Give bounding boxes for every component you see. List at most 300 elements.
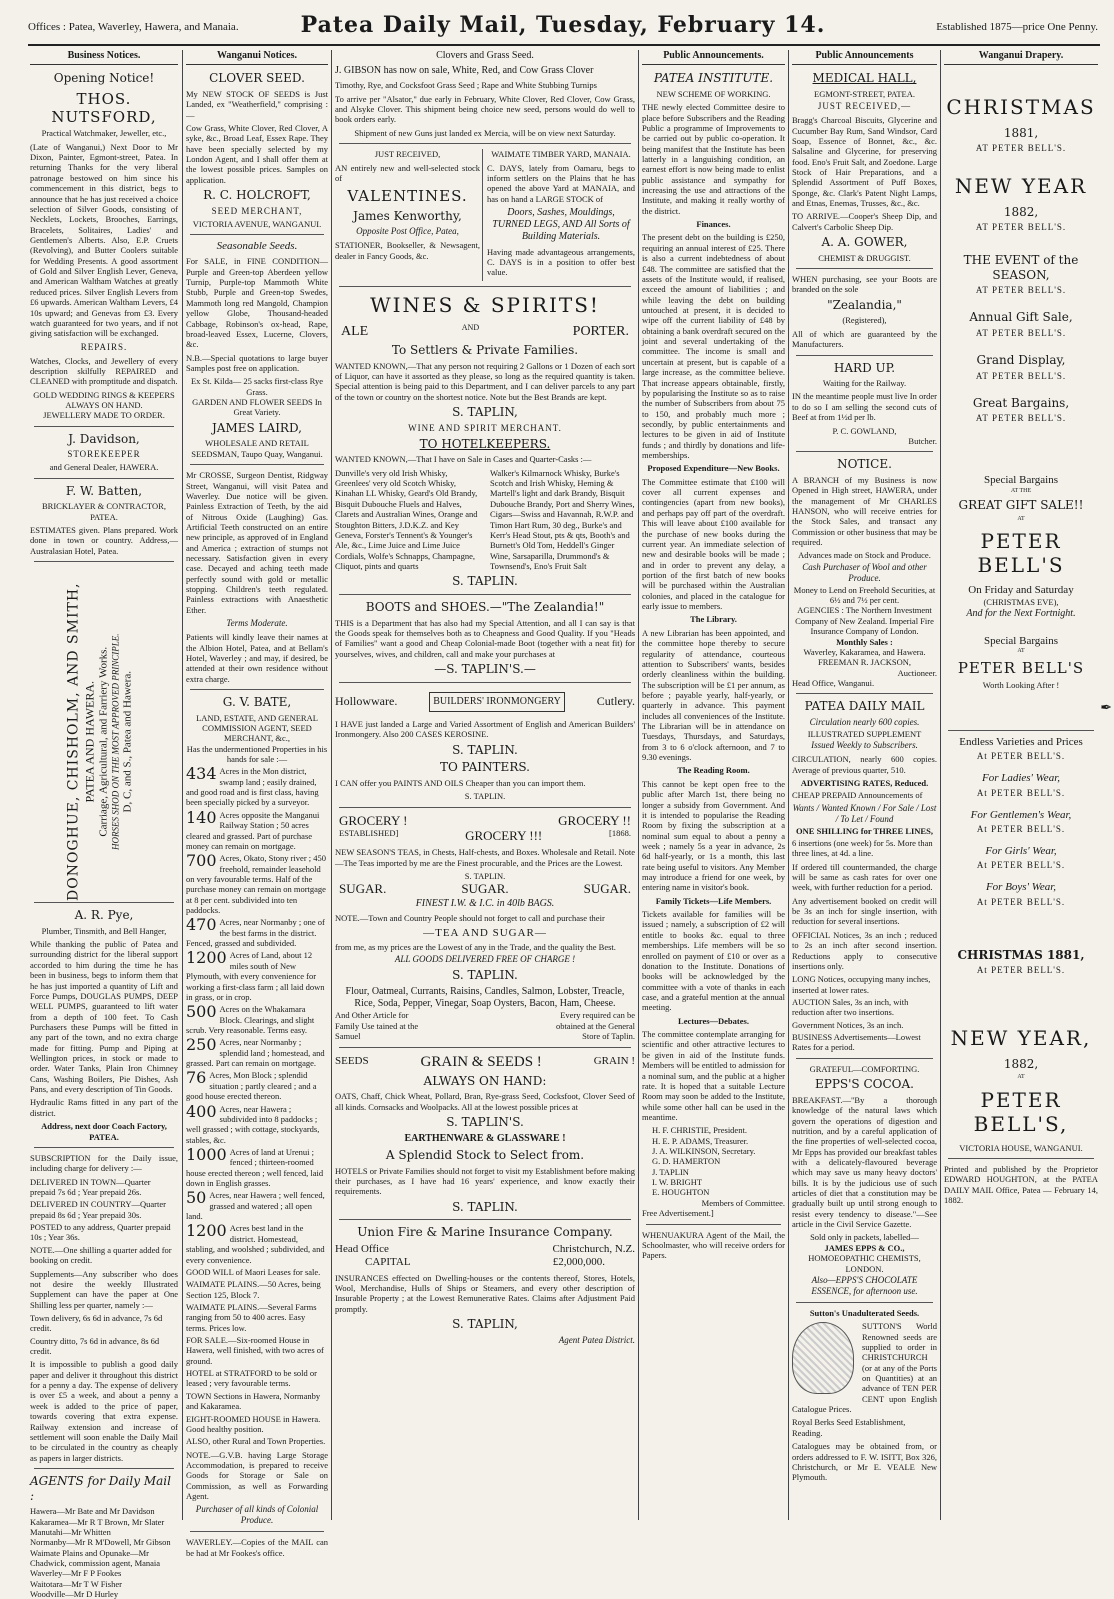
- victoria-house: VICTORIA HOUSE, WANGANUI.: [959, 1142, 1083, 1153]
- column-header: Public Announcements.: [642, 50, 785, 65]
- advances: Advances made on Stock and Produce.: [798, 550, 931, 561]
- officer: G. D. HAMERTON: [652, 1156, 721, 1167]
- circulation: Circulation nearly 600 copies.: [809, 716, 920, 727]
- pye-name: A. R. Pye,: [74, 908, 134, 923]
- repairs-heading: REPAIRS.: [80, 341, 128, 352]
- delivered-free: ALL GOODS DELIVERED FREE OF CHARGE !: [394, 954, 576, 965]
- divider: [190, 1531, 324, 1532]
- whisky-left: Dunville's very old Irish Whisky, Greenlees' very old Scotch Whisky, Kinahan LL Whisky, Geard's Old Brandy, Bisquit Dubouche Fluels and Halves, Clarets and Australian Wines, Orange and Stoughton Bitters, J.D.K.Z. and Key Geneva, Forster's Tennent's & Younger's Ale, &c., Lime Juice and Lime Juice Cordials, Wolfe's Schnapps, Champagne, Cliquot, pints and quarts: [335, 467, 478, 571]
- seeds-word: SEEDS: [335, 1054, 369, 1067]
- grocery-2: GROCERY !!: [558, 812, 631, 828]
- business-ads: BUSINESS Advertisements—Lowest Rates for a period.: [792, 1032, 921, 1053]
- divider: [948, 730, 1094, 731]
- property-acres: 500: [186, 1002, 217, 1022]
- hard-up: HARD UP.: [833, 360, 896, 375]
- insurances-body: INSURANCES effected on Dwelling-houses or the contents thereof, Stores, Hotels, Wool, Merchandise, Hulls of Ships or Steamers, and every other description of Insurable Property ; at the Lowest Remunerative Rates. Claims after Adjustment Paid promptly.: [335, 1272, 635, 1314]
- grateful: GRATEFUL—COMFORTING.: [809, 1063, 920, 1074]
- divider: [948, 1158, 1094, 1159]
- holcroft-trade: SEED MERCHANT,: [211, 205, 303, 216]
- capital-amount: £2,000,000.: [552, 1256, 605, 1269]
- finances-body: The present debt on the building is £250, requiring an annual interest of £25. There is also a current indebtedness of about £48. The committee are satisfied that the assets of the Institute would, if realised, exceed the amount of liabilities ; and while leaving the debt on building untouched at present, it is decided to wipe off the current liability of £48 by obtaining a bank overdraft secured on the joint and several undertaking of the committee. The income is small and uncertain at present, but is capable of a large increase, as the committee believe. That increase appears obtainable, firstly, by popularising the Institute so as to raise the number of Subscribers from about 75 to 150, and probably much more ; secondly, by public entertainments and lectures to be given in aid of Institute funds ; and thirdly by donations and life-memberships.: [642, 232, 785, 461]
- zealandia: "Zealandia,": [827, 297, 902, 312]
- town-sections: TOWN Sections in Hawera, Normanby and Kakaramea.: [186, 1390, 321, 1412]
- nutsford-body: (Late of Wanganui,) Next Door to Mr Dixon, Painter, Egmont-street, Patea. In returning Thanks for the very liberal patronage bestowed on him since his commencement in this district, begs to announce that he has just received a choice selection of Silver Goods, consisting of Necklets, Lockets, Brooches, Earrings, Bracelets, Solitaires, Ladies' and Gentlemen's Alberts. Also, E.P. Cruets (Revolving), and Butter Coolers suitable for Wedding Presents. A good assortment of Gold and Silver English Lever, Geneva, and American Waltham Watches at greatly reduced prices. Silver English Levers from £6 upwards. American Waltham Levers, £4 10s upward; and Genevas from £3. Every watch guaranteed for two years, and if not giving satisfaction will be exchanged.: [30, 141, 178, 339]
- advertising-rates: ADVERTISING RATES, Reduced.: [800, 777, 929, 788]
- peter-bells-2: PETER BELL'S,: [973, 1087, 1069, 1137]
- builders-ironmongery: BUILDERS' IRONMONGERY: [429, 692, 565, 712]
- new-year: NEW YEAR: [954, 174, 1088, 199]
- established: ESTABLISHED]: [339, 828, 399, 839]
- column-patea-institute: [642, 50, 785, 1520]
- cheap-prepaid: CHEAP PREPAID Announcements of: [792, 790, 923, 801]
- opening-notice: Opening Notice!: [53, 71, 155, 86]
- ladies-wear: For Ladies' Wear,: [981, 772, 1061, 785]
- royal-crest-icon: [792, 1322, 854, 1394]
- divider: [796, 355, 933, 356]
- masthead: [28, 12, 1098, 42]
- property-acres: 250: [186, 1035, 217, 1055]
- column-header: Wanganui Drapery.: [944, 50, 1098, 65]
- divider: [339, 143, 631, 144]
- ironmongery-row: [335, 688, 635, 716]
- library-body: A new Librarian has been appointed, and the committee hope thereby to secure regularity of attendance, courteous attention to Subscribers' wants, besides orderly cleanliness within the building. The subscription will be £1 per annum, as before ; payable yearly, half-yearly, or quarterly in advance. This payment includes all conveniences of the Institute. The Librarian will be in attendance on Tuesdays, Thursdays, and Saturdays, from 3 to 6 o'clock afternoon, and 7 to 9.30 evenings.: [642, 627, 785, 763]
- days-body: C. DAYS, lately from Oamaru, begs to inform settlers on the Plains that he has opened the above Yard at MANAIA, and has on hand a LARGE STOCK of: [487, 162, 635, 204]
- divider: [339, 594, 631, 595]
- bate-body: Has the undermentioned Properties in his hands for sale :—: [186, 743, 328, 764]
- proposed-body: The Committee estimate that £100 will cover all current expenses and contingencies (apart from new books), and perhaps pay off part of the overdraft. This will leave about £100 available for the purchase of new books during the current year. An immediate selection of new and desirable books will be made ; and in order to prevent any delay, a portion of the first batch of new books will be purchased within the Australian colonies, and placed in the catalogue for early issue to members.: [642, 476, 785, 612]
- property-acres: 700: [186, 851, 217, 871]
- clover-heading: CLOVER SEED.: [209, 71, 305, 86]
- property-item: [186, 807, 328, 851]
- at-peter-bells: AT PETER BELL'S.: [975, 328, 1067, 338]
- ale: ALE: [341, 324, 369, 339]
- auctioneer: Auctioneer.: [897, 667, 937, 678]
- head-office-row: [335, 1243, 635, 1256]
- stationer: STATIONER, Bookseller, & Newsagent, dealer in Fancy Goods, &c.: [335, 240, 480, 261]
- established-line: Established 1875—price One Penny.: [936, 21, 1098, 33]
- valentines-waimate-row: [335, 149, 635, 280]
- for-sale-house: FOR SALE.—Six-roomed House in Hawera, well finished, with two acres of ground.: [186, 1335, 324, 1366]
- waiting-railway: Waiting for the Railway.: [822, 378, 907, 389]
- property-item: [186, 1070, 328, 1101]
- batten-name: F. W. Batten,: [65, 483, 143, 498]
- property-item: [186, 1223, 328, 1264]
- proposed-heading: Proposed Expenditure—New Books.: [647, 463, 780, 474]
- crosse-patients: Patients will kindly leave their names at the Albion Hotel, Patea, and at Bellam's Hotel, Waverley ; and may, if desired, be attended at their own residence without extra charge.: [186, 632, 328, 684]
- waverley-copies: WAVERLEY.—Copies of the MAIL can be had at Mr Fookes's office.: [186, 1537, 328, 1558]
- clovers-heading: Clovers and Grass Seed.: [436, 50, 534, 61]
- divider: [339, 1047, 631, 1048]
- union-insurance: Union Fire & Marine Insurance Company.: [357, 1225, 613, 1240]
- year-1881: 1881,: [1003, 125, 1039, 140]
- column-wanganui-drapery: [944, 50, 1098, 1520]
- divider: [796, 1058, 933, 1059]
- hotel-stratford: HOTEL at STRATFORD to be sold or leased ; very favourable terms.: [186, 1368, 317, 1389]
- gower-name: A. A. GOWER,: [821, 235, 908, 250]
- agent-line: Manutahi—Mr Whitten: [30, 1526, 111, 1537]
- gibson-list: Timothy, Rye, and Cocksfoot Grass Seed ; Rape and White Stubbing Turnips: [335, 80, 597, 91]
- royal-berks: Royal Berks Seed Establishment, Reading.: [792, 1417, 906, 1438]
- sugar-1: SUGAR.: [339, 881, 387, 897]
- property-acres: 1200: [186, 1221, 227, 1241]
- terms-moderate: Terms Moderate.: [226, 618, 288, 629]
- at-word: AT: [1017, 1074, 1025, 1081]
- divider: [339, 286, 631, 287]
- bate-name: G. V. BATE,: [222, 694, 292, 709]
- property-item: [186, 1004, 328, 1035]
- taplin-name: S. TAPLIN,: [452, 405, 518, 420]
- hotels-body: HOTELS or Private Families should not forget to visit my Establishment before making their purchases, as I have had 16 years' experience, and know exactly their requirements.: [335, 1165, 635, 1197]
- head-office: Head Office: [335, 1242, 389, 1255]
- town-country-note: NOTE.—Town and Country People should not forget to call and purchase their: [335, 913, 605, 924]
- library-heading: The Library.: [690, 614, 737, 625]
- long-notices: LONG Notices, occupying many inches, inserted at lower rates.: [792, 974, 931, 995]
- taplin-sign: S. TAPLIN.: [452, 742, 518, 757]
- gower-trade: CHEMIST & DRUGGIST.: [818, 252, 911, 263]
- agent-line: Waverley—Mr F P Fookes: [30, 1568, 122, 1579]
- property-desc: Acres of Land, about 12 miles south of New Plymouth, with every convenience for working a first-class farm ; all laid down in grass, or in crop.: [186, 950, 325, 1002]
- capital-label: CAPITAL: [365, 1256, 411, 1269]
- offices-line: Offices : Patea, Waverley, Hawera, and Manaia.: [28, 21, 239, 33]
- divider: [796, 451, 933, 452]
- property-item: [186, 1190, 328, 1221]
- tea-and-sugar: —TEA AND SUGAR—: [423, 926, 547, 939]
- friday-saturday: On Friday and Saturday: [968, 583, 1074, 596]
- town-delivery: Town delivery, 6s 6d in advance, 7s 6d credit.: [30, 1312, 163, 1334]
- just-received: JUST RECEIVED,: [374, 149, 441, 160]
- laird-sub: WHOLESALE AND RETAIL SEEDSMAN, Taupo Quay, Wanganui.: [191, 438, 323, 459]
- grand-display: Grand Display,: [976, 352, 1066, 367]
- davidson-sub: and General Dealer, HAWERA.: [49, 462, 159, 473]
- christmas: CHRISTMAS: [946, 95, 1096, 120]
- officer: I. W. BRIGHT: [652, 1177, 703, 1188]
- at-peter-bells: At PETER BELL'S.: [976, 860, 1066, 871]
- jewellery-order: JEWELLERY MADE TO ORDER.: [43, 410, 165, 421]
- taplin-sign: S. TAPLIN.: [452, 574, 518, 589]
- property-acres: 50: [186, 1188, 207, 1208]
- wedding-rings: GOLD WEDDING RINGS & KEEPERS ALWAYS ON HAND.: [33, 389, 175, 410]
- column-header: Public Announcements: [792, 50, 937, 65]
- boots-body: THIS is a Department that has also had my Special Attention, and all I can say is that the Goods speak for themselves both as to Cheapness and Good Quality. If you "Heads of Families" want a good and Cheap Colonial-made Boot (together with a neat fit) for yourselves, wives, and children, call and make your purchases at: [335, 617, 635, 659]
- grocery-row: [335, 813, 635, 829]
- agent-line: Woodville—Mr D Hurley: [30, 1589, 119, 1599]
- suttons-heading: Sutton's Unadulterated Seeds.: [809, 1307, 920, 1318]
- scheme-heading: NEW SCHEME OF WORKING.: [656, 88, 771, 99]
- property-desc: Acres, near Hawera ; well fenced, grassed and watered ; all open land.: [186, 1190, 325, 1222]
- family-heading: Family Tickets—Life Members.: [655, 895, 772, 906]
- year-1868: [1868.: [609, 828, 631, 839]
- property-item: [186, 917, 328, 948]
- supplements: Supplements—Any subscriber who does not desire the weekly Illustrated Supplement can have the paper at One Shilling less per quarter, namely :—: [30, 1268, 178, 1310]
- butcher: Butcher.: [908, 435, 937, 446]
- officer: H. F. CHRISTIE, President.: [652, 1125, 747, 1136]
- agent-line: Waimate Plains and Opunake—Mr Chadwick, commission agent, Manaia: [30, 1547, 161, 1569]
- and: AND: [461, 323, 480, 332]
- taplin-sign: S. TAPLIN.: [452, 968, 518, 983]
- property-desc: Acres, Okato, Stony river ; 450 freehold, remainder leasehold on very favourable terms. Half of the purchase money can remain on mortgage at 8 per cent. subdivided into ten paddocks.: [186, 853, 327, 916]
- at-peter-bells: At PETER BELL'S.: [976, 896, 1066, 907]
- garden-seeds: GARDEN AND FLOWER SEEDS In Great Variety.: [192, 397, 322, 418]
- meantime-body: IN the meantime people must live In order to do so I am selling the second cuts of Beef at from 1½d per lb.: [792, 391, 937, 423]
- grocery-3: GROCERY !!!: [465, 828, 543, 844]
- divider: [34, 426, 174, 427]
- guaranteed: All of which are guaranteed by the Manufacturers.: [792, 328, 937, 350]
- agent-patea: Agent Patea District.: [558, 1334, 635, 1345]
- also-epps: Also—EPPS'S CHOCOLATE ESSENCE, for afternoon use.: [811, 1274, 918, 1296]
- purchaser: Purchaser of all kinds of Colonial Produce.: [195, 1504, 319, 1526]
- monthly-sales: Monthly Sales :: [836, 636, 893, 647]
- donoghue-rotated-ad: [30, 567, 178, 902]
- scheme-body: THE newly elected Committee desire to place before Subscribers and the Reading Public a programme of Improvements to be carried out by public co-operation. It being manifest that the Institute has been latterly in a languishing condition, an earnest effort is now being made to enlist public assistance and sympathy for increasing the use and attractions of the Institute, and making it really worthy of the district.: [642, 102, 785, 216]
- agents-heading: AGENTS for Daily Mail :: [30, 1473, 171, 1503]
- property-acres: 140: [186, 807, 217, 827]
- lectures-body: The committee contemplate arranging for scientific and other attractive lectures to be given in aid of the Institute funds. Members will be entitled to admission for a nominal sum, and the public at a higher rate. It is hoped that a suitable Lecture Room may soon be added to the Institute, while some other hall can be used in the meantime.: [642, 1029, 785, 1122]
- donoghue-sign: D, C, and S., Patea and Hawera.: [121, 671, 134, 813]
- lectures-heading: Lectures—Debates.: [678, 1015, 749, 1026]
- cash-purchaser: Cash Purchaser of Wool and other Produce.: [802, 561, 927, 583]
- official-notices: OFFICIAL Notices, 3s an inch ; reduced to 2s an inch after second insertion. Reductions apply to consecutive insertions only.: [792, 929, 937, 971]
- epps-body: BREAKFAST.—"By a thorough knowledge of the natural laws which govern the operations of digestion and nutrition, and by a careful application of the fine properties of well-selected cocoa, Mr Epps has provided our breakfast tables with a delicately-flavoured beverage which may save us many heavy doctors' bills. It is by the judicious use of such articles of diet that a constitution may be gradually built up until strong enough to resist every tendency to disease."—See article in the Civil Service Gazette.: [792, 1094, 937, 1230]
- divider: [339, 682, 631, 683]
- suttons-body: SUTTON'S World Renowned seeds are supplied to order in CHRISTCHURCH (or at any of the Ports on Quantities) at an advance of TEN PER CENT upon English Catalogue Prices.: [792, 1321, 937, 1415]
- ale-porter: [335, 323, 635, 340]
- agent-line: Normanby—Mr R M'Dowell, Mr Gibson: [30, 1537, 171, 1548]
- clover-list: Cow Grass, White Clover, Red Clover, A syke, &c., Broad Leaf, Essex Rape. They have been specially selected by my London Agent, and I shall offer them at the lowest possible prices. Samples on application.: [186, 122, 328, 185]
- at-peter-bells: AT PETER BELL'S.: [975, 222, 1067, 233]
- gibson-notice: J. GIBSON has now on sale, White, Red, and Cow Grass Clover: [335, 65, 594, 77]
- at-peter-bells: At PETER BELL'S.: [976, 787, 1066, 798]
- property-desc: Acres of land at Urenui ; fenced ; thirteen-roomed house erected thereon ; well fenced, laid down in English grasses.: [186, 1146, 324, 1189]
- divider: [796, 1302, 933, 1303]
- notice-heading: NOTICE.: [837, 457, 892, 472]
- officer: J. A. WILKINSON, Secretary.: [652, 1146, 756, 1157]
- taplin-sign: S. TAPLIN.: [452, 1199, 518, 1214]
- property-acres: 1000: [186, 1144, 227, 1164]
- pye-body: While thanking the public of Patea and surrounding district for the liberal support accorded to him during the time he has been in business, begs to inform them that he has just imported a quantity of Lift and Force Pumps, DOUGLAS PUMPS, DEEP WELL PUMPS, guaranteed to lift water from a depth of 100 feet. To Cash Purchasers these Pumps will be fitted in any part of the town, and no extra charge made for fitting. Pump and Piping at Wellington prices, in stock or made to order. Water Tanks, Plain Iron Chimney Cans, Washing Boilers, Pie Dishes, Ash Pans, and every description of Tin Goods.: [30, 939, 178, 1095]
- taplin-agent: S. TAPLIN,: [452, 1317, 518, 1332]
- posted-rate: POSTED to any address, Quarter prepaid 10s ; Year 36s.: [30, 1222, 171, 1243]
- column-rule: [788, 50, 789, 1520]
- at-word: AT: [1017, 515, 1025, 522]
- taplin-wine-merchant: WINE AND SPIRIT MERCHANT.: [408, 422, 562, 433]
- earthenware: EARTHENWARE & GLASSWARE !: [404, 1132, 566, 1144]
- column-rule: [940, 50, 941, 1520]
- eight-roomed: EIGHT-ROOMED HOUSE in Hawera. Good healthy position.: [186, 1413, 321, 1434]
- taplins-sign: S. TAPLIN'S.: [446, 1115, 524, 1130]
- impossible-note: It is impossible to publish a good daily paper and deliver it throughout this district for a penny a day. The expense of delivery is over £5 a week, and about a penny a week is added to the price of paper, towards covering that extra expense. Railway extension and increase of settlement will soon enable the Daily Mail to be circulated in the country as cheaply as papers in larger districts.: [30, 1359, 178, 1463]
- property-item: [186, 1101, 328, 1145]
- ex-st-kilda: Ex St. Kilda— 25 sacks first-class Rye Grass.: [190, 376, 324, 397]
- davidson-name: J. Davidson,: [68, 431, 140, 446]
- property-desc: Acres, near Normanby ; splendid land ; homestead, and grassed. Part can remain on mortgage.: [186, 1037, 325, 1069]
- family-body: Tickets available for families will be issued ; namely, a subscription of £2 will entitle to books &c. equal to three memberships. Life members will be so enrolled on payment of £10 or over as a donation to the Institute. Donations of books will be acknowledged by the committee with a vote of thanks in each case, and a grateful mention at the annual meeting.: [642, 909, 785, 1013]
- whisky-right: Walker's Kilmarnock Whisky, Burke's Scotch and Irish Whisky, Heming & Martell's light and dark Brandy, Bisquit Dubouche Brandy, Port and Sherry Wines, Cigars—Swiss and Havannah, R.W.P. and Timon Hart Rum, 30 deg., Burke's and Kerr's Head Stout, pts & qts, Booth's and Burnett's Old Tom, Heddell's Ginger Wine, Sarsaparilla, Drummond's & Townsend's, Eno's Fruit Salt: [490, 467, 635, 571]
- sugar-2: SUGAR.: [461, 881, 509, 897]
- delivered-country: DELIVERED IN COUNTRY—Quarter prepaid 8s 6d ; Year prepaid 30s.: [30, 1199, 166, 1220]
- donoghue-title: DONOGHUE, CHISHOLM, AND SMITH,: [65, 582, 82, 902]
- property-item: [186, 766, 328, 807]
- year-1882-2: 1882,: [1003, 1056, 1039, 1071]
- property-item: [186, 1037, 328, 1068]
- great-gift-sale: GREAT GIFT SALE!!: [958, 497, 1084, 512]
- nutsford-name: THOS. NUTSFORD,: [51, 89, 157, 127]
- margin-mark: ✒: [1100, 700, 1112, 716]
- officer: J. TAPLIN: [652, 1166, 689, 1177]
- wants-list: Wants / Wanted Known / For Sale / Lost / To Let / Found: [792, 802, 937, 824]
- teas-body: NEW SEASON'S TEAS, in Chests, Half-chests, and Boxes. Wholesale and Retail. Note—The Teas imported by me are the Finest procurable, and the Prices are the Lowest.: [335, 847, 635, 868]
- doors-sashes: Doors, Sashes, Mouldings, TURNED LEGS, AND All Sorts of Building Materials.: [492, 206, 630, 243]
- property-acres: 434: [186, 764, 217, 784]
- finest-bags: FINEST I.W. & I.C. in 40lb BAGS.: [415, 898, 555, 910]
- property-acres: 400: [186, 1101, 217, 1121]
- property-list: [186, 766, 328, 1265]
- sold-only: Sold only in packets, labelled—: [810, 1232, 919, 1243]
- column-taplin: [335, 50, 635, 1520]
- institute-title: PATEA INSTITUTE.: [653, 71, 774, 86]
- seasonable-body: For SALE, in FINE CONDITION— Purple and Green-top Aberdeen yellow Turnip, Purple-top Mammoth White Stubb, Purple and Green-top Swedes, Mammoth long red Mangold, Champion yellow Globe, Thousand-headed Cabbage, Robinson's ox-head, Rape, broad-leaved Essex, Lucerne, Clovers, &c.: [186, 256, 328, 350]
- boots-heading: BOOTS and SHOES.—"The Zealandia!": [365, 599, 605, 614]
- at-peter-bells: AT PETER BELL'S.: [975, 285, 1067, 296]
- gentlemens-wear: For Gentlemen's Wear,: [970, 808, 1072, 821]
- illustrated-supplement: ILLUSTRATED SUPPLEMENT: [807, 728, 922, 739]
- grocery-row-2: [335, 828, 635, 844]
- monthly-body: Waverley, Kakaramea, and Hawera.: [803, 646, 926, 657]
- homeopathic: HOMOEOPATHIC CHEMISTS, LONDON.: [808, 1253, 921, 1274]
- property-item: [186, 1144, 328, 1189]
- kenworthy-name: James Kenworthy,: [353, 208, 462, 223]
- waimate-plains-1: WAIMATE PLAINS.—50 Acres, being Section 125, Block 7.: [186, 1279, 321, 1300]
- gibson-arrive: To arrive per "Alsator," due early in February, White Clover, Red Clover, Cow Grass, and Alsyke Clover. This shipment being choice new seed, persons would do well to book orders early.: [335, 93, 635, 125]
- gowland-name: P. C. GOWLAND,: [832, 425, 897, 436]
- column-rule: [182, 50, 183, 1520]
- reading-body: This cannot be kept open free to the public after March 1st, there being no longer a subsidy from Government. And it is intended to popularise the Reading Room by fixing the subscription at a nominal sum equal to about a penny a week ; namely 5s a year in advance, 2s 6d half-yearly, or 1s a month, this last rate being useful to visitors. Any Member may introduce a friend for one week, by entering name in visitor's book.: [642, 778, 785, 893]
- cutlery: Cutlery.: [596, 694, 635, 709]
- medical-address: EGMONT-STREET, PATEA.: [814, 88, 915, 99]
- catalogues: Catalogues may be obtained from, or orders addressed to F. W. ISITT, Box 326, Christchurch, or Mr E. VEALE New Plymouth.: [792, 1441, 937, 1483]
- column-rule: [638, 50, 639, 1520]
- finances-heading: Finances.: [696, 219, 731, 230]
- when-purchasing: WHEN purchasing, see your Boots are branded on the sole: [792, 274, 937, 295]
- porter: PORTER.: [572, 324, 629, 339]
- wanted-known-cases: WANTED KNOWN,—That I have on Sale in Cases and Quarter-Casks :—: [335, 454, 592, 465]
- reading-heading: The Reading Room.: [677, 765, 750, 776]
- officers-list: [642, 1125, 785, 1208]
- storage-note: NOTE.—G.V.B. having Large Storage Accommodation, is prepared to receive Goods for Storage or Sale on Commission, as well as Forwarding Agent.: [186, 1449, 328, 1502]
- bate-sub: LAND, ESTATE, AND GENERAL COMMISSION AGENT, SEED MERCHANT, &c.,: [196, 712, 318, 744]
- sugar-3: SUGAR.: [583, 881, 631, 897]
- crosse-body: Mr CROSSE, Surgeon Dentist, Ridgway Street, Wanganui, will visit Patea and Waverley. Due notice will be given. Painless Extraction of Teeth, by the aid of Nitrous Oxide (Laughing) Gas. Artificial Teeth constructed on an entire new principle, as approved of in England and America ; extraction of stumps not necessary. Satisfaction given in every case. Decayed and aching teeth made perfectly sound with gold or metallic stopping. Children's teeth regulated. Painless extractions with Anaesthetic Ether.: [186, 470, 328, 615]
- peter-bell: PETER BELL'S: [957, 659, 1085, 678]
- valentines: VALENTINES.: [347, 187, 468, 206]
- donoghue-towns: PATEA AND HAWERA.: [82, 681, 97, 803]
- divider: [796, 693, 933, 694]
- officer: E. HOUGHTON: [652, 1187, 710, 1198]
- pye-rams: Hydraulic Rams fitted in any part of the district.: [30, 1097, 178, 1118]
- waimate-timber-ad: [482, 149, 635, 280]
- government-notices: Government Notices, 3s an inch.: [792, 1019, 904, 1030]
- property-acres: 1200: [186, 948, 227, 968]
- registered: (Registered),: [842, 315, 887, 326]
- property-desc: Acres on the Whakamara Block. Clearings, and slight scrub. Very reasonable. Terms easy.: [186, 1004, 315, 1035]
- christmas-eve: (CHRISTMAS EVE),: [983, 597, 1059, 607]
- sugar-row: [335, 881, 635, 897]
- at-peter-bells: AT PETER BELL'S.: [975, 413, 1067, 424]
- divider: [34, 1468, 174, 1469]
- splendid-stock: A Splendid Stock to Select from.: [385, 1147, 585, 1162]
- property-acres: 470: [186, 915, 217, 935]
- one-shilling: ONE SHILLING for THREE LINES,: [796, 825, 933, 836]
- kenworthy-address: Opposite Post Office, Patea,: [356, 226, 459, 237]
- column-business-notices: [30, 50, 178, 1599]
- insertions: 6 insertions (one week) for 5s. More than three lines, at 4d. a line.: [792, 837, 933, 859]
- country-delivery: Country ditto, 7s 6d in advance, 8s 6d credit.: [30, 1335, 160, 1357]
- entirely-new: AN entirely new and well-selected stock of: [335, 162, 480, 183]
- grain-seeds: GRAIN & SEEDS !: [420, 1053, 542, 1070]
- at-peter-bells: At PETER BELL'S.: [976, 965, 1066, 976]
- repairs-body: Watches, Clocks, and Jewellery of every description skilfully REPAIRED and CLEANED with promptitude and dispatch.: [30, 355, 178, 387]
- nutsford-trade: Practical Watchmaker, Jeweller, etc.,: [41, 128, 167, 139]
- column-header: Business Notices.: [30, 50, 178, 65]
- divider: [34, 1147, 174, 1148]
- donoghue-works: Carriage, Agricultural, and Farriery Works.: [96, 646, 109, 837]
- members-committee: Members of Committee.: [701, 1197, 785, 1208]
- girls-wear: For Girls' Wear,: [985, 845, 1057, 858]
- at-peter-bells: AT PETER BELL'S.: [975, 370, 1067, 381]
- head-office: Head Office, Wanganui.: [792, 677, 875, 688]
- great-bargains: Great Bargains,: [972, 395, 1070, 410]
- batten-estimates: ESTIMATES given. Plans prepared. Work done in town or country. Address,—Australasian Hotel, Patea.: [30, 525, 178, 556]
- every-required: Every required can be obtained at the General Store of Taplin.: [555, 1010, 635, 1042]
- days-arrangements: Having made advantageous arrangements, C. DAYS is in a position to offer best value.: [487, 246, 635, 278]
- grocery-1: GROCERY !: [339, 812, 408, 828]
- medical-hall: MEDICAL HALL,: [812, 71, 917, 86]
- at-the: AT THE: [1010, 487, 1032, 494]
- just-received: JUST RECEIVED,—: [817, 101, 912, 112]
- new-year-2: NEW YEAR,: [950, 1026, 1092, 1051]
- waimate-timber-heading: WAIMATE TIMBER YARD, MANAIA.: [491, 149, 631, 160]
- endless-varieties: Endless Varieties and Prices: [959, 735, 1083, 748]
- at-word: AT: [1017, 647, 1025, 654]
- jackson-name: FREEMAN R. JACKSON,: [817, 657, 912, 668]
- property-item: [186, 853, 328, 915]
- wanted-known-liquor: WANTED KNOWN,—That any person not requiring 2 Gallons or 1 Dozen of each sort of Liquor, can have it assorted as they please, so long as the required quantity is taken. Special attention is being paid to this Department, and I can deliver parcels to any part of the town or country on the shortest notice. Note but the Best Brands are kept.: [335, 360, 635, 402]
- property-desc: Acres, Mon Block ; splendid situation ; partly cleared ; and a good house erected thereon.: [186, 1070, 317, 1102]
- countermanded: If ordered till countermanded, the charge will be same as cash rates for over one week, with further reduction for a period.: [792, 861, 937, 893]
- paints-body: I CAN offer you PAINTS AND OILS Cheaper than you can import them.: [335, 777, 586, 788]
- holcroft-name: R. C. HOLCROFT,: [203, 188, 311, 203]
- special-bargains-2: Special Bargains: [983, 634, 1059, 647]
- ironmongery-body: I HAVE just landed a Large and Varied Assortment of English and American Builders' Ironmongery. Also 200 CASES KEROSINE.: [335, 718, 635, 740]
- donoghue-rotated-text: [65, 577, 134, 907]
- oats-body: OATS, Chaff, Chick Wheat, Pollard, Bran, Rye-grass Seed, Cocksfoot, Clover Seed of all kinds. Cornsacks and Woolpacks. All at the lowest possible prices at: [335, 1091, 635, 1112]
- next-fortnight: And for the Next Fortnight.: [966, 608, 1076, 620]
- wines-spirits: WINES & SPIRITS!: [370, 292, 600, 317]
- printer-imprint: Printed and published by the Proprietor EDWARD HOUGHTON, at the PATEA DAILY MAIL Office, Patea — February 14, 1882.: [944, 1163, 1098, 1205]
- christmas-1881: CHRISTMAS 1881,: [957, 947, 1085, 962]
- nb-quotations: N.B.—Special quotations to large buyer Samples post free on application.: [186, 352, 328, 373]
- family-use-row: [335, 1010, 635, 1041]
- year-1882: 1882,: [1003, 204, 1039, 219]
- officer: H. E. P. ADAMS, Treasurer.: [652, 1135, 749, 1146]
- grain-word: GRAIN !: [593, 1054, 635, 1067]
- clover-body: My NEW STOCK OF SEEDS is Just Landed, ex "Weatherfield," comprising :—: [186, 88, 328, 120]
- divider: [190, 234, 324, 235]
- masthead-rule: [28, 44, 1100, 46]
- taplin-sign: S. TAPLIN.: [464, 791, 506, 802]
- peter-bells: PETER BELL'S: [977, 528, 1065, 578]
- property-desc: Acres opposite the Manganui Railway Station ; 50 acres cleared and grassed. Part of purchase money can remain on mortgage.: [186, 809, 320, 851]
- also-properties: ALSO, other Rural and Town Properties.: [186, 1436, 326, 1447]
